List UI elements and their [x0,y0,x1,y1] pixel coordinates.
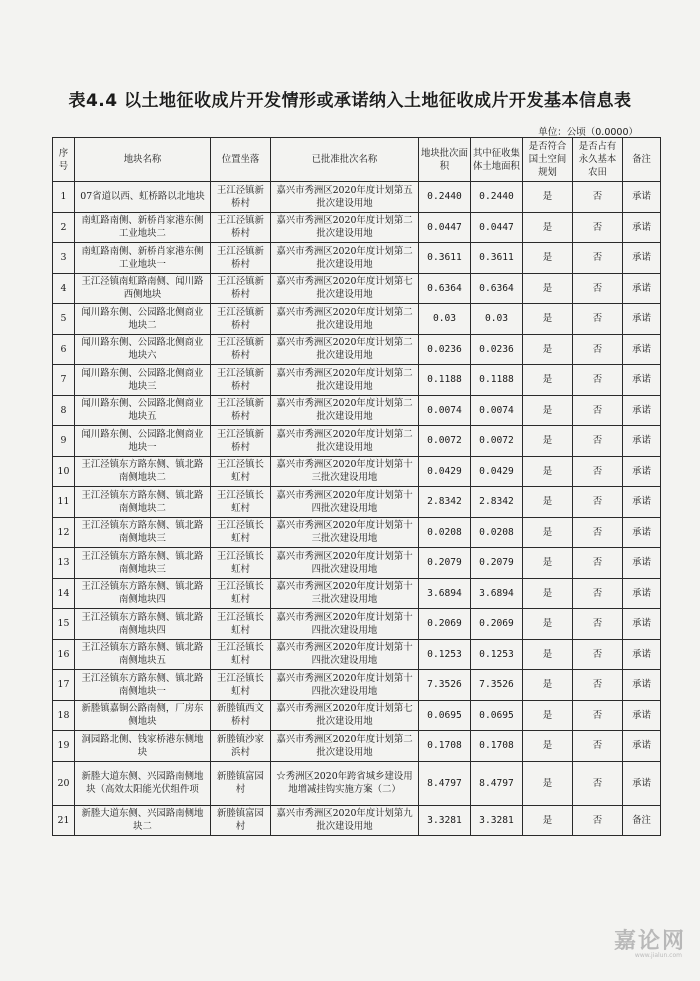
farmland-status-cell: 否 [573,578,623,609]
plan-compliance-cell: 是 [523,609,573,640]
location-cell: 王江泾镇长虹村 [211,456,271,487]
row-number-cell: 15 [53,609,75,640]
collective-area-cell: 7.3526 [471,670,523,701]
table-row [53,487,661,518]
plot-area-cell: 0.3611 [419,243,471,274]
batch-name-cell: ☆秀洲区2020年跨省城乡建设用地增减挂钩实施方案（二） [271,761,419,805]
note-cell: 承诺 [623,395,661,426]
row-number-cell: 17 [53,670,75,701]
row-number-cell: 14 [53,578,75,609]
location-cell: 王江泾镇新桥村 [211,212,271,243]
land-info-table [52,137,661,836]
batch-name-cell: 嘉兴市秀洲区2020年度计划第二批次建设用地 [271,334,419,365]
table-row [53,273,661,304]
plot-area-cell: 0.6364 [419,273,471,304]
note-cell: 承诺 [623,548,661,579]
location-cell: 王江泾镇新桥村 [211,243,271,274]
collective-area-cell: 2.8342 [471,487,523,518]
plot-area-cell: 0.0072 [419,426,471,457]
farmland-status-cell: 否 [573,273,623,304]
plot-name-cell: 闻川路东侧、公园路北侧商业地块五 [75,395,211,426]
table-row [53,243,661,274]
location-cell: 王江泾镇新桥村 [211,426,271,457]
plan-compliance-cell: 是 [523,761,573,805]
location-cell: 王江泾镇新桥村 [211,273,271,304]
plot-area-cell: 0.2079 [419,548,471,579]
plan-compliance-cell: 是 [523,670,573,701]
collective-area-cell: 0.2440 [471,182,523,213]
location-cell: 王江泾镇新桥村 [211,395,271,426]
plan-compliance-cell: 是 [523,304,573,335]
row-number-cell: 9 [53,426,75,457]
location-cell: 新塍镇富园村 [211,761,271,805]
collective-area-cell: 0.6364 [471,273,523,304]
row-number-cell: 2 [53,212,75,243]
plan-compliance-cell: 是 [523,182,573,213]
batch-name-cell: 嘉兴市秀洲区2020年度计划第二批次建设用地 [271,395,419,426]
farmland-status-cell: 否 [573,182,623,213]
location-cell: 王江泾镇新桥村 [211,365,271,396]
batch-name-cell: 嘉兴市秀洲区2020年度计划第十三批次建设用地 [271,517,419,548]
row-number-cell: 6 [53,334,75,365]
plot-name-cell: 洞园路北侧、钱家桥港东侧地块 [75,731,211,762]
farmland-status-cell: 否 [573,334,623,365]
collective-area-cell: 0.1188 [471,365,523,396]
plot-name-cell: 南虹路南侧、新桥肖家港东侧工业地块二 [75,212,211,243]
table-row [53,670,661,701]
watermark-logo: 嘉论网 [613,929,686,954]
plot-area-cell: 0.1253 [419,639,471,670]
table-row [53,805,661,836]
farmland-status-cell: 否 [573,487,623,518]
row-number-cell: 18 [53,700,75,731]
plot-area-cell: 0.1188 [419,365,471,396]
note-cell: 承诺 [623,578,661,609]
location-cell: 王江泾镇长虹村 [211,639,271,670]
table-row [53,639,661,670]
plot-area-cell: 3.6894 [419,578,471,609]
farmland-status-cell: 否 [573,304,623,335]
row-number-cell: 13 [53,548,75,579]
batch-name-cell: 嘉兴市秀洲区2020年度计划第五批次建设用地 [271,182,419,213]
note-cell: 承诺 [623,334,661,365]
note-cell: 承诺 [623,456,661,487]
plan-compliance-cell: 是 [523,365,573,396]
plot-name-cell: 王江泾镇东方路东侧、镇北路南侧地块二 [75,456,211,487]
collective-area-cell: 0.03 [471,304,523,335]
collective-area-cell: 0.0429 [471,456,523,487]
collective-area-cell: 0.0074 [471,395,523,426]
plot-name-cell: 闻川路东侧、公园路北侧商业地块六 [75,334,211,365]
plot-name-cell: 新塍大道东侧、兴园路南侧地块（高效太阳能光伏组件项 [75,761,211,805]
header-collective-area: 其中征收集体土地面积 [471,138,523,182]
table-row [53,731,661,762]
farmland-status-cell: 否 [573,243,623,274]
batch-name-cell: 嘉兴市秀洲区2020年度计划第二批次建设用地 [271,243,419,274]
plot-name-cell: 王江泾镇东方路东侧、镇北路南侧地块四 [75,609,211,640]
farmland-status-cell: 否 [573,426,623,457]
table-row [53,365,661,396]
plot-area-cell: 0.2069 [419,609,471,640]
farmland-status-cell: 否 [573,548,623,579]
batch-name-cell: 嘉兴市秀洲区2020年度计划第九批次建设用地 [271,805,419,836]
header-farmland: 是否占有永久基本农田 [573,138,623,182]
plan-compliance-cell: 是 [523,805,573,836]
note-cell: 承诺 [623,273,661,304]
plot-name-cell: 闻川路东侧、公园路北侧商业地块三 [75,365,211,396]
plot-area-cell: 3.3281 [419,805,471,836]
plan-compliance-cell: 是 [523,548,573,579]
location-cell: 王江泾镇长虹村 [211,609,271,640]
header-note: 备注 [623,138,661,182]
collective-area-cell: 3.6894 [471,578,523,609]
table-row [53,761,661,805]
farmland-status-cell: 否 [573,609,623,640]
plan-compliance-cell: 是 [523,395,573,426]
row-number-cell: 12 [53,517,75,548]
table-row [53,609,661,640]
plot-area-cell: 2.8342 [419,487,471,518]
farmland-status-cell: 否 [573,395,623,426]
collective-area-cell: 0.0695 [471,700,523,731]
plot-name-cell: 王江泾镇东方路东侧、镇北路南侧地块二 [75,487,211,518]
plot-name-cell: 王江泾镇东方路东侧、镇北路南侧地块三 [75,548,211,579]
location-cell: 王江泾镇新桥村 [211,182,271,213]
table-row [53,456,661,487]
batch-name-cell: 嘉兴市秀洲区2020年度计划第七批次建设用地 [271,700,419,731]
plot-name-cell: 新塍大道东侧、兴园路南侧地块二 [75,805,211,836]
note-cell: 承诺 [623,426,661,457]
batch-name-cell: 嘉兴市秀洲区2020年度计划第十三批次建设用地 [271,456,419,487]
plan-compliance-cell: 是 [523,456,573,487]
note-cell: 承诺 [623,761,661,805]
batch-name-cell: 嘉兴市秀洲区2020年度计划第十四批次建设用地 [271,487,419,518]
collective-area-cell: 8.4797 [471,761,523,805]
batch-name-cell: 嘉兴市秀洲区2020年度计划第十四批次建设用地 [271,670,419,701]
note-cell: 承诺 [623,487,661,518]
header-location: 位置坐落 [211,138,271,182]
batch-name-cell: 嘉兴市秀洲区2020年度计划第十三批次建设用地 [271,578,419,609]
note-cell: 承诺 [623,639,661,670]
plot-name-cell: 王江泾镇东方路东侧、镇北路南侧地块三 [75,517,211,548]
row-number-cell: 11 [53,487,75,518]
note-cell: 承诺 [623,365,661,396]
header-no: 序号 [53,138,75,182]
row-number-cell: 1 [53,182,75,213]
table-row [53,182,661,213]
row-number-cell: 20 [53,761,75,805]
plan-compliance-cell: 是 [523,578,573,609]
plan-compliance-cell: 是 [523,639,573,670]
batch-name-cell: 嘉兴市秀洲区2020年度计划第二批次建设用地 [271,426,419,457]
row-number-cell: 10 [53,456,75,487]
batch-name-cell: 嘉兴市秀洲区2020年度计划第七批次建设用地 [271,273,419,304]
row-number-cell: 8 [53,395,75,426]
plot-name-cell: 王江泾镇南虹路南侧、闻川路西侧地块 [75,273,211,304]
collective-area-cell: 0.0072 [471,426,523,457]
table-row [53,548,661,579]
batch-name-cell: 嘉兴市秀洲区2020年度计划第十四批次建设用地 [271,609,419,640]
table-row [53,304,661,335]
row-number-cell: 21 [53,805,75,836]
collective-area-cell: 0.2069 [471,609,523,640]
plot-name-cell: 王江泾镇东方路东侧、镇北路南侧地块四 [75,578,211,609]
farmland-status-cell: 否 [573,731,623,762]
note-cell: 备注 [623,805,661,836]
batch-name-cell: 嘉兴市秀洲区2020年度计划第二批次建设用地 [271,212,419,243]
table-row [53,700,661,731]
location-cell: 王江泾镇长虹村 [211,670,271,701]
table-row [53,578,661,609]
location-cell: 新塍镇西文桥村 [211,700,271,731]
plot-name-cell: 新塍镇嘉铜公路南侧，厂房东侧地块 [75,700,211,731]
plan-compliance-cell: 是 [523,487,573,518]
farmland-status-cell: 否 [573,805,623,836]
plot-area-cell: 0.2440 [419,182,471,213]
collective-area-cell: 0.0236 [471,334,523,365]
plot-area-cell: 0.0695 [419,700,471,731]
location-cell: 王江泾镇长虹村 [211,548,271,579]
header-batch: 已批准批次名称 [271,138,419,182]
table-row [53,517,661,548]
plot-area-cell: 0.03 [419,304,471,335]
plan-compliance-cell: 是 [523,517,573,548]
location-cell: 王江泾镇长虹村 [211,517,271,548]
header-name: 地块名称 [75,138,211,182]
batch-name-cell: 嘉兴市秀洲区2020年度计划第十四批次建设用地 [271,548,419,579]
batch-name-cell: 嘉兴市秀洲区2020年度计划第二批次建设用地 [271,731,419,762]
header-plan: 是否符合国土空间规划 [523,138,573,182]
farmland-status-cell: 否 [573,700,623,731]
collective-area-cell: 0.0447 [471,212,523,243]
plan-compliance-cell: 是 [523,426,573,457]
plot-name-cell: 闻川路东侧、公园路北侧商业地块一 [75,426,211,457]
collective-area-cell: 3.3281 [471,805,523,836]
plan-compliance-cell: 是 [523,243,573,274]
row-number-cell: 5 [53,304,75,335]
plan-compliance-cell: 是 [523,334,573,365]
note-cell: 承诺 [623,700,661,731]
farmland-status-cell: 否 [573,212,623,243]
collective-area-cell: 0.0208 [471,517,523,548]
plot-area-cell: 0.0429 [419,456,471,487]
plot-name-cell: 南虹路南侧、新桥肖家港东侧工业地块一 [75,243,211,274]
table-row [53,426,661,457]
plot-area-cell: 0.0447 [419,212,471,243]
page-title: 表4.4 以土地征收成片开发情形或承诺纳入土地征收成片开发基本信息表 [68,91,632,111]
farmland-status-cell: 否 [573,365,623,396]
plan-compliance-cell: 是 [523,700,573,731]
collective-area-cell: 0.2079 [471,548,523,579]
note-cell: 承诺 [623,243,661,274]
row-number-cell: 19 [53,731,75,762]
plot-area-cell: 8.4797 [419,761,471,805]
location-cell: 新塍镇沙家浜村 [211,731,271,762]
batch-name-cell: 嘉兴市秀洲区2020年度计划第十四批次建设用地 [271,639,419,670]
table-header-row [53,138,661,182]
location-cell: 王江泾镇长虹村 [211,578,271,609]
note-cell: 承诺 [623,731,661,762]
table-row [53,395,661,426]
plan-compliance-cell: 是 [523,212,573,243]
farmland-status-cell: 否 [573,670,623,701]
plot-area-cell: 0.0208 [419,517,471,548]
plot-name-cell: 07省道以西、虹桥路以北地块 [75,182,211,213]
note-cell: 承诺 [623,609,661,640]
collective-area-cell: 0.3611 [471,243,523,274]
note-cell: 承诺 [623,304,661,335]
note-cell: 承诺 [623,517,661,548]
location-cell: 王江泾镇新桥村 [211,304,271,335]
batch-name-cell: 嘉兴市秀洲区2020年度计划第二批次建设用地 [271,304,419,335]
farmland-status-cell: 否 [573,761,623,805]
plan-compliance-cell: 是 [523,273,573,304]
plot-area-cell: 7.3526 [419,670,471,701]
row-number-cell: 3 [53,243,75,274]
location-cell: 王江泾镇新桥村 [211,334,271,365]
plot-area-cell: 0.0236 [419,334,471,365]
note-cell: 承诺 [623,212,661,243]
table-row [53,212,661,243]
watermark-url: www.jialun.com [634,952,682,959]
row-number-cell: 7 [53,365,75,396]
header-area: 地块批次面积 [419,138,471,182]
location-cell: 王江泾镇长虹村 [211,487,271,518]
plot-area-cell: 0.1708 [419,731,471,762]
row-number-cell: 16 [53,639,75,670]
plot-name-cell: 王江泾镇东方路东侧、镇北路南侧地块一 [75,670,211,701]
plan-compliance-cell: 是 [523,731,573,762]
plot-area-cell: 0.0074 [419,395,471,426]
collective-area-cell: 0.1253 [471,639,523,670]
farmland-status-cell: 否 [573,639,623,670]
note-cell: 承诺 [623,182,661,213]
row-number-cell: 4 [53,273,75,304]
batch-name-cell: 嘉兴市秀洲区2020年度计划第二批次建设用地 [271,365,419,396]
table-row [53,334,661,365]
farmland-status-cell: 否 [573,456,623,487]
note-cell: 承诺 [623,670,661,701]
farmland-status-cell: 否 [573,517,623,548]
plot-name-cell: 闻川路东侧、公园路北侧商业地块二 [75,304,211,335]
plot-name-cell: 王江泾镇东方路东侧、镇北路南侧地块五 [75,639,211,670]
unit-label: 单位：公顷（0.0000） [538,127,638,138]
location-cell: 新塍镇富园村 [211,805,271,836]
collective-area-cell: 0.1708 [471,731,523,762]
